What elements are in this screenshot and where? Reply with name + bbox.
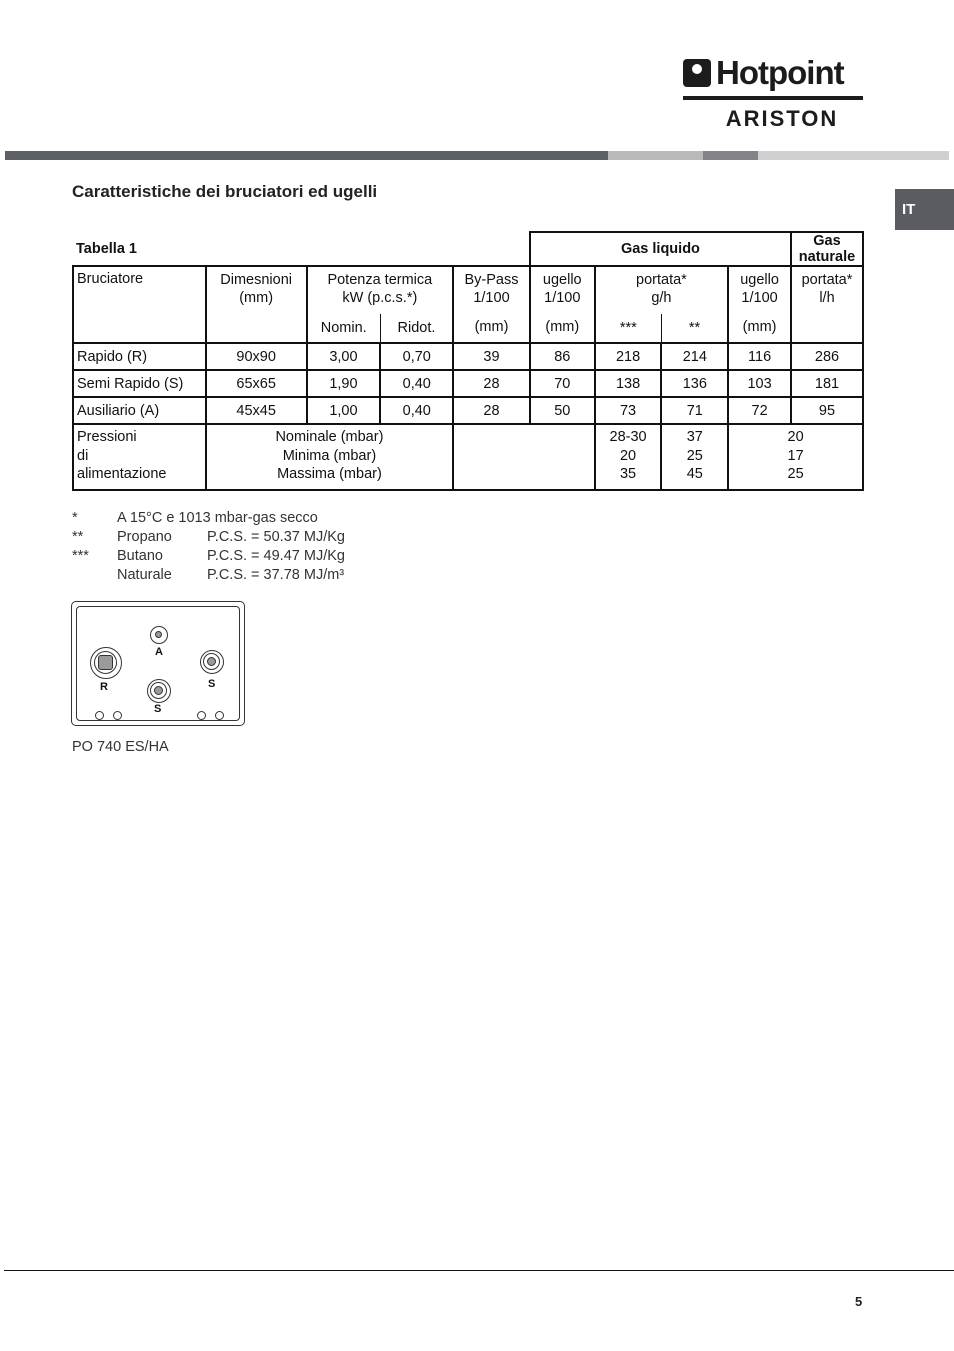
model-number: PO 740 ES/HA <box>72 739 169 755</box>
footnote-item <box>72 566 345 585</box>
header-stripe-dark <box>5 151 608 160</box>
table-row-pressure <box>73 424 863 490</box>
cell-dim: 45x45 <box>206 397 307 424</box>
header-portata-naturale-line1: portata* <box>801 272 853 288</box>
burner-label-r: R <box>100 681 108 693</box>
cell-pressure-label <box>73 424 206 490</box>
cell-ridot: 0,70 <box>380 343 453 370</box>
pressure-label-line1: Pressioni <box>77 429 137 445</box>
header-ugello-liquido-line3: (mm) <box>545 319 580 335</box>
header-bypass-line2: 1/100 <box>473 290 510 306</box>
cell-pressure-types <box>206 424 453 490</box>
cell-propano: 136 <box>661 370 728 397</box>
footnote-item <box>72 547 345 566</box>
pressure-label-line2: di <box>77 447 89 464</box>
footnote-item <box>72 528 345 547</box>
burner-auxiliary-icon <box>150 626 168 644</box>
header-portata-liquido-line2: g/h <box>651 290 672 306</box>
cell-butano: 73 <box>595 397 662 424</box>
footnote-value: P.C.S. = 49.47 MJ/Kg <box>207 548 345 564</box>
cell-butano: 138 <box>595 370 662 397</box>
knob-icon <box>95 711 104 720</box>
cell-pressure-propano <box>661 424 728 490</box>
cell-dim: 90x90 <box>206 343 307 370</box>
brand-subname: ARISTON <box>725 106 839 131</box>
cell-portata-naturale: 95 <box>791 397 863 424</box>
brand-mark-icon <box>683 59 711 87</box>
pressure-propano-massima: 45 <box>686 466 703 482</box>
footnotes <box>72 509 345 585</box>
pressure-propano-nominale: 37 <box>686 429 703 445</box>
pressure-naturale-minima: 17 <box>787 447 804 464</box>
footnote-gas-name: Butano <box>117 548 163 564</box>
burner-rapid-icon <box>90 647 122 679</box>
group-gas-liquido: Gas liquido <box>530 232 791 266</box>
header-dimensioni <box>206 266 307 343</box>
cell-burner-name: Rapido (R) <box>73 343 206 370</box>
pressure-butano-nominale: 28-30 <box>609 429 647 445</box>
logo-rule <box>683 96 863 100</box>
header-portata-naturale <box>791 266 863 343</box>
header-nomin: Nomin. <box>307 314 381 343</box>
knob-icon <box>113 711 122 720</box>
header-ugello-liquido-line1: ugello <box>542 272 582 288</box>
brand-logo <box>683 56 863 130</box>
cell-ugello-liquido: 50 <box>530 397 595 424</box>
cell-portata-naturale: 181 <box>791 370 863 397</box>
header-portata-naturale-line2: l/h <box>819 290 835 306</box>
group-gas-naturale: Gas naturale <box>791 232 863 266</box>
section-title: Caratteristiche dei bruciatori ed ugelli <box>72 182 378 201</box>
header-bypass <box>453 266 530 343</box>
cell-ugello-liquido: 86 <box>530 343 595 370</box>
pressure-naturale-massima: 25 <box>787 466 804 482</box>
burner-semirapid-right-icon <box>200 650 224 674</box>
header-ridot: Ridot. <box>380 314 453 343</box>
pressure-butano-minima: 20 <box>619 447 637 464</box>
header-potenza-line2: kW (p.c.s.*) <box>342 290 418 306</box>
page-number: 5 <box>855 1294 863 1309</box>
burner-label-s-bottom: S <box>154 703 162 715</box>
cell-dim: 65x65 <box>206 370 307 397</box>
pressure-type-massima: Massima (mbar) <box>277 466 382 482</box>
header-potenza <box>307 266 454 314</box>
cell-bypass: 39 <box>453 343 530 370</box>
cell-nomin: 1,90 <box>307 370 381 397</box>
cell-portata-naturale: 286 <box>791 343 863 370</box>
table-row <box>73 343 863 370</box>
header-ugello-naturale-line1: ugello <box>740 272 779 288</box>
cell-pressure-butano <box>595 424 662 490</box>
table-row <box>73 370 863 397</box>
header-stripe-light <box>608 151 703 160</box>
pressure-type-minima: Minima (mbar) <box>282 447 377 464</box>
header-dimensioni-line2: (mm) <box>239 290 274 306</box>
header-dimensioni-line1: Dimesnioni <box>220 272 292 288</box>
footnote-text: A 15°C e 1013 mbar-gas secco <box>117 510 318 526</box>
cell-nomin: 3,00 <box>307 343 381 370</box>
footnote-gas-name: Propano <box>117 529 172 545</box>
header-potenza-line1: Potenza termica <box>327 272 433 288</box>
cell-bypass: 28 <box>453 370 530 397</box>
knob-icon <box>215 711 224 720</box>
cell-pressure-empty <box>453 424 595 490</box>
cell-propano: 71 <box>661 397 728 424</box>
pressure-butano-massima: 35 <box>619 466 637 482</box>
knob-icon <box>197 711 206 720</box>
cell-ugello-naturale: 116 <box>728 343 791 370</box>
header-ugello-liquido-line2: 1/100 <box>544 290 581 306</box>
footnote-mark <box>72 566 117 585</box>
language-tab: IT <box>895 189 954 230</box>
footer-rule <box>4 1270 954 1271</box>
cell-nomin: 1,00 <box>307 397 381 424</box>
footnote-gas-name: Naturale <box>117 567 172 583</box>
burner-label-s-right: S <box>208 678 216 690</box>
pressure-propano-minima: 25 <box>686 447 703 464</box>
footnote-value: P.C.S. = 37.78 MJ/m³ <box>207 567 345 583</box>
cell-pressure-naturale <box>728 424 863 490</box>
cell-propano: 214 <box>661 343 728 370</box>
cell-ugello-naturale: 103 <box>728 370 791 397</box>
header-propano-mark: ** <box>661 314 728 343</box>
cell-butano: 218 <box>595 343 662 370</box>
table-caption: Tabella 1 <box>76 240 137 257</box>
pressure-naturale-nominale: 20 <box>787 429 804 445</box>
burner-spec-table <box>72 231 864 491</box>
footnote-mark: * <box>72 510 78 526</box>
burner-semirapid-bottom-icon <box>147 679 171 703</box>
header-bruciatore: Bruciatore <box>73 266 206 343</box>
pressure-label-line3: alimentazione <box>77 466 167 482</box>
cell-burner-name: Semi Rapido (S) <box>73 370 206 397</box>
header-stripe-pale <box>758 151 949 160</box>
cell-ugello-liquido: 70 <box>530 370 595 397</box>
cell-ridot: 0,40 <box>380 370 453 397</box>
cell-burner-name: Ausiliario (A) <box>73 397 206 424</box>
header-ugello-naturale-line3: (mm) <box>742 319 777 335</box>
header-portata-liquido <box>595 266 728 314</box>
cell-ridot: 0,40 <box>380 397 453 424</box>
header-stripe-mid <box>703 151 758 160</box>
header-ugello-naturale <box>728 266 791 343</box>
brand-name: Hotpoint <box>716 54 844 91</box>
cell-bypass: 28 <box>453 397 530 424</box>
header-ugello-liquido <box>530 266 595 343</box>
footnote-mark: *** <box>72 548 89 564</box>
footnote-item <box>72 509 345 528</box>
cell-ugello-naturale: 72 <box>728 397 791 424</box>
burner-label-a: A <box>155 646 163 658</box>
header-bypass-line3: (mm) <box>474 319 509 335</box>
footnote-mark: ** <box>72 529 84 545</box>
header-ugello-naturale-line2: 1/100 <box>741 290 778 306</box>
header-portata-liquido-line1: portata* <box>636 272 687 288</box>
header-butano-mark: *** <box>595 314 662 343</box>
header-bypass-line1: By-Pass <box>464 272 519 288</box>
table-row <box>73 397 863 424</box>
pressure-type-nominale: Nominale (mbar) <box>275 429 384 445</box>
footnote-value: P.C.S. = 50.37 MJ/Kg <box>207 529 345 545</box>
